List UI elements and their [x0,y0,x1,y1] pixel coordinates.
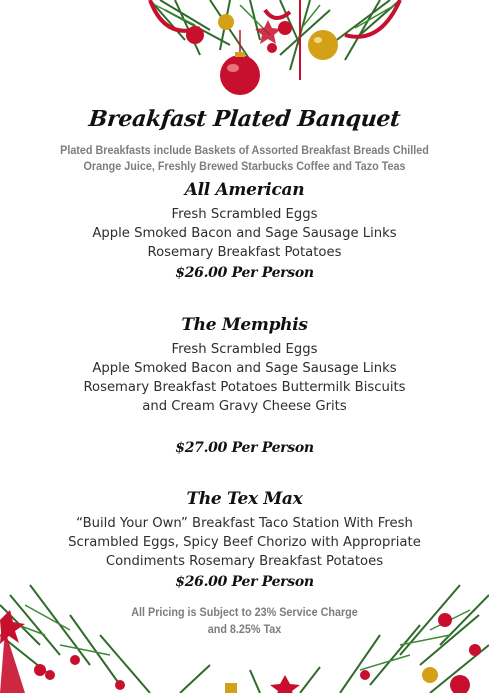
menu-item-line: Rosemary Breakfast Potatoes Buttermilk Biscuits [83,380,406,395]
menu-item-line: Condiments Rosemary Breakfast Potatoes [105,554,384,569]
menu-price: $26.00 Per Person [175,574,314,590]
footer-tax-note: and 8.25% Tax [207,623,282,636]
menu-item-line: Apple Smoked Bacon and Sage Sausage Links [92,226,397,241]
footer-pricing-note: All Pricing is Subject to 23% Service Charge [131,606,358,619]
menu-item-line: and Cream Gravy Cheese Grits [142,399,347,414]
menu-heading-all-american: All American [184,180,305,200]
menu-heading-the-tex-max: The Tex Max [186,489,303,509]
intro-line-2: Orange Juice, Freshly Brewed Starbucks Coffee and Tazo Teas [83,160,406,173]
menu-item-line: Rosemary Breakfast Potatoes [147,245,342,260]
menu-heading-the-memphis: The Memphis [181,315,308,335]
menu-item-line: Apple Smoked Bacon and Sage Sausage Links [92,361,397,376]
menu-price: $27.00 Per Person [175,440,314,456]
christmas-garland-top [0,0,489,115]
menu-price: $26.00 Per Person [175,265,314,281]
menu-item-line: Fresh Scrambled Eggs [171,207,318,222]
intro-line-1: Plated Breakfasts include Baskets of Assorted Breakfast Breads Chilled [60,144,429,157]
menu-item-line: Fresh Scrambled Eggs [171,342,318,357]
menu-item-line: “Build Your Own” Breakfast Taco Station With Fresh [76,516,413,531]
page-title: Breakfast Plated Banquet [87,106,402,132]
menu-item-line: Scrambled Eggs, Spicy Beef Chorizo with Appropriate [68,535,421,550]
